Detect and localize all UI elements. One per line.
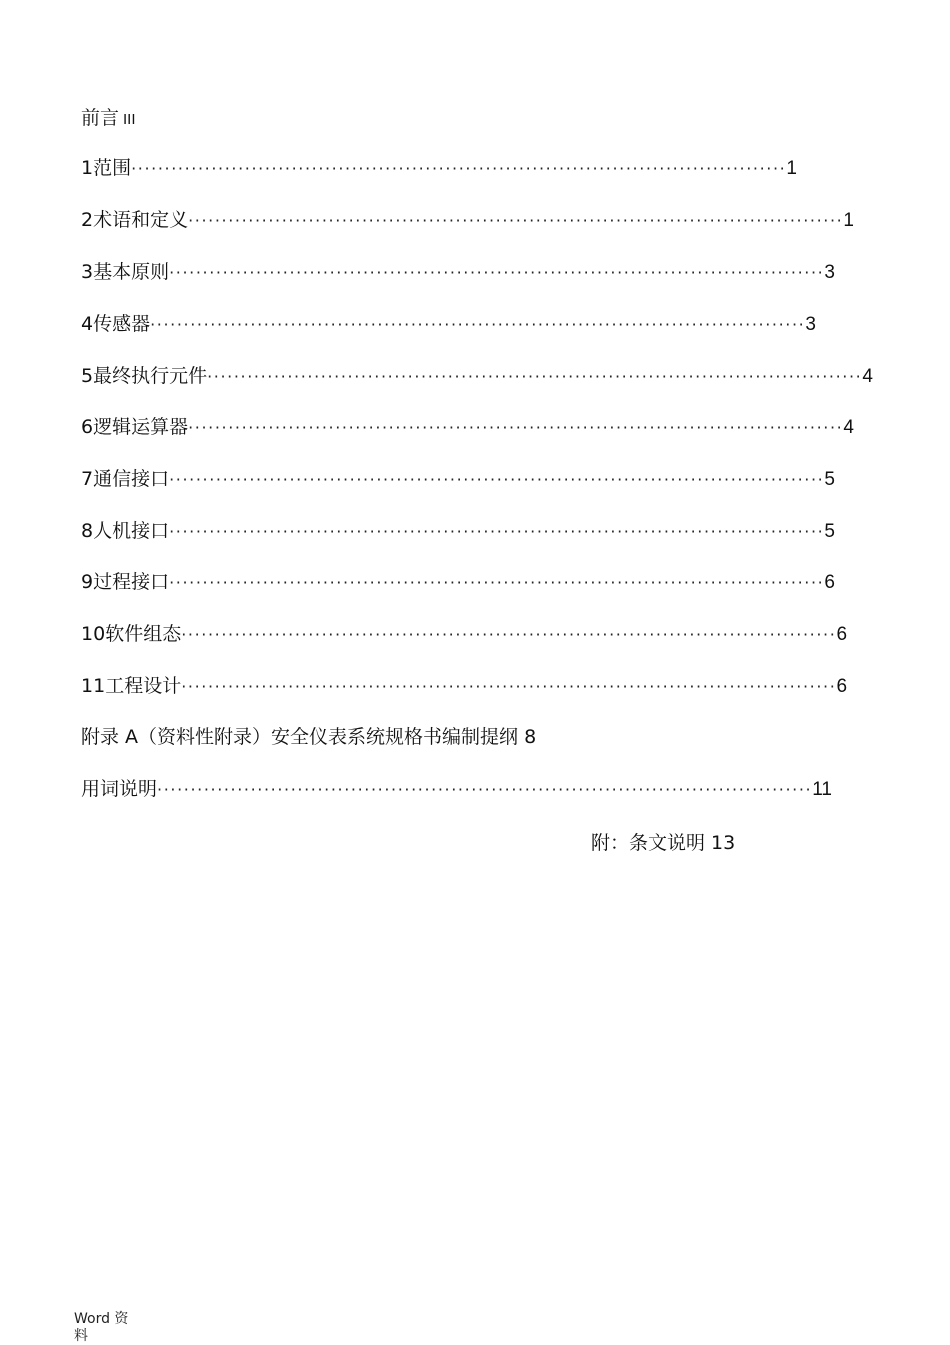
toc-entry-title: 过程接口 [93, 571, 170, 593]
toc-entry-page: 3 [805, 314, 816, 335]
toc-entry-page: 3 [824, 262, 835, 283]
toc-entry-number: 4 [81, 313, 94, 335]
toc-entry-page: 5 [824, 521, 835, 542]
toc-entry-4[interactable] [81, 311, 816, 337]
toc-entry-title: 最终执行元件 [93, 365, 208, 387]
dot-leader: ·································································································· [150, 315, 806, 334]
toc-entry-3[interactable] [81, 259, 835, 285]
toc-entry-1[interactable] [81, 155, 797, 181]
toc-entry-title: 基本原则 [93, 261, 170, 283]
page-footer [74, 1311, 134, 1345]
toc-entry-number: 6 [81, 416, 94, 438]
toc-entry-title: 人机接口 [93, 520, 170, 542]
toc-entry-page: 5 [824, 469, 835, 490]
footer-line-1: Word 资 [74, 1311, 129, 1327]
toc-appendix-a[interactable]: 附录 A（资料性附录）安全仪表系统规格书编制提纲 8 [81, 726, 537, 748]
toc-entry-number: 8 [81, 520, 94, 542]
toc-entry-number: 9 [81, 571, 94, 593]
dot-leader: ·································································································· [169, 263, 825, 282]
toc-preface-label: 前言 [81, 107, 120, 129]
toc-entry-8[interactable] [81, 518, 835, 544]
toc-entry-title: 软件组态 [105, 623, 182, 645]
toc-entry-number: 10 [81, 623, 106, 645]
toc-entry-number: 7 [81, 468, 94, 490]
toc-entry-title: 逻辑运算器 [93, 416, 189, 438]
dot-leader: ·································································································· [181, 625, 837, 644]
toc-entry-page: 6 [836, 624, 848, 645]
toc-attached[interactable]: 附：条文说明 13 [591, 832, 736, 854]
toc-entry-9[interactable] [81, 569, 835, 595]
toc-entry-number: 2 [81, 209, 94, 231]
toc-entry-title: 术语和定义 [93, 209, 189, 231]
toc-entry-title: 传感器 [93, 313, 151, 335]
toc-entry-7[interactable] [81, 466, 835, 492]
toc-entry-number: 3 [81, 261, 94, 283]
toc-entry-10[interactable] [81, 621, 848, 647]
toc-entry-number: 11 [81, 675, 106, 697]
dot-leader: ·································································································· [169, 470, 825, 489]
toc-entry-page: 6 [824, 572, 835, 593]
toc-entry-number: 5 [81, 365, 94, 387]
dot-leader: ·································································································· [207, 367, 863, 386]
toc-entry-5[interactable] [81, 363, 873, 389]
dot-leader: ·································································································· [188, 211, 844, 230]
dot-leader: ·································································································· [169, 573, 825, 592]
toc-preface-page: III [123, 111, 136, 128]
toc-entry-6[interactable] [81, 414, 854, 440]
dot-leader: ·································································································· [181, 677, 837, 696]
toc-entry-title: 工程设计 [105, 675, 182, 697]
toc-entry-2[interactable] [81, 207, 854, 233]
footer-line-2: 料 [74, 1328, 88, 1344]
toc-entry-page: 6 [836, 676, 848, 697]
toc-terms[interactable] [81, 776, 832, 802]
dot-leader: ·································································································· [188, 418, 844, 437]
toc-entry-page: 1 [786, 158, 797, 179]
toc-preface[interactable] [81, 105, 136, 133]
toc-terms-title: 用词说明 [81, 778, 158, 800]
toc-terms-page: 11 [812, 779, 832, 800]
toc-entry-number: 1 [81, 157, 94, 179]
toc-entry-page: 1 [843, 210, 854, 231]
dot-leader: ·································································································· [157, 780, 813, 799]
toc-entry-page: 4 [862, 366, 873, 387]
toc-entry-title: 通信接口 [93, 468, 170, 490]
toc-entry-page: 4 [843, 417, 854, 438]
dot-leader: ·································································································· [131, 159, 787, 178]
toc-entry-11[interactable] [81, 673, 848, 699]
dot-leader: ·································································································· [169, 522, 825, 541]
toc-entry-title: 范围 [93, 157, 132, 179]
